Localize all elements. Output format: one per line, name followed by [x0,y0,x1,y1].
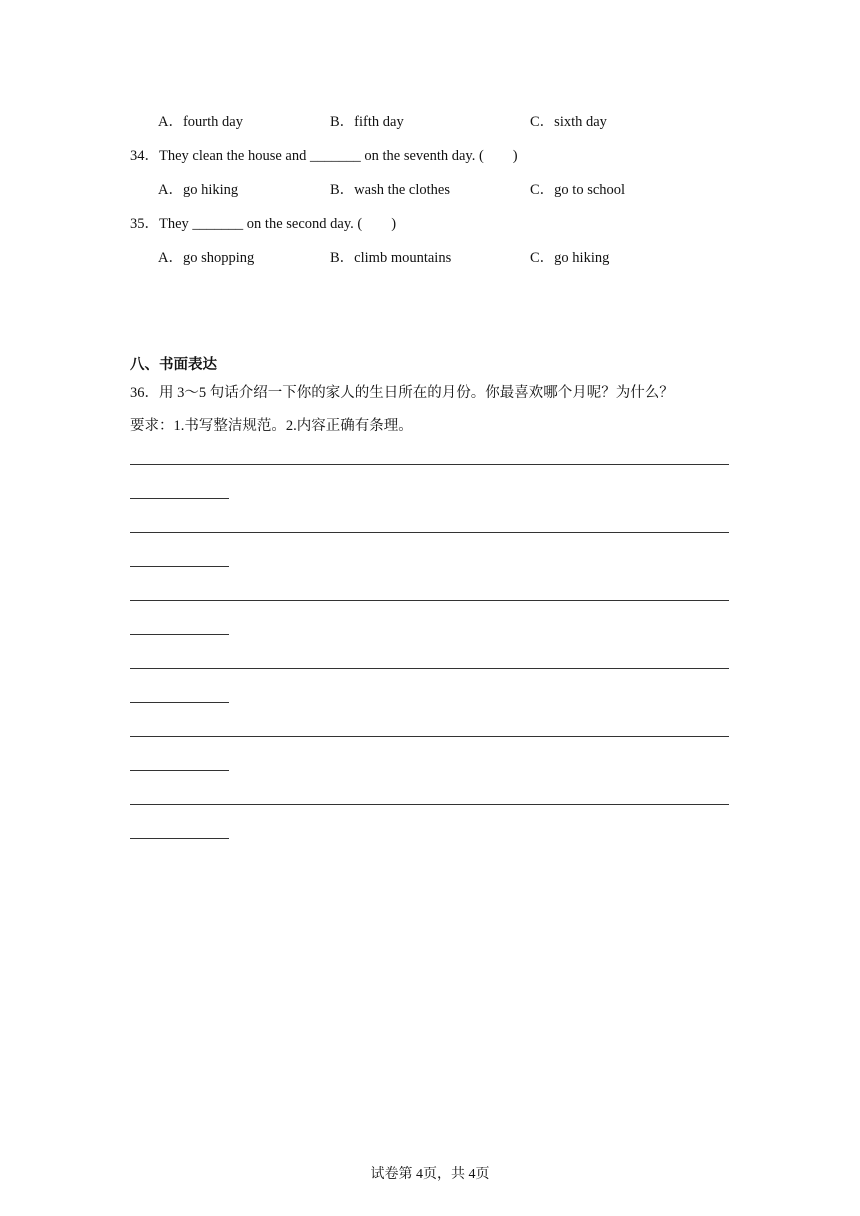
q35-option-b: B．climb mountains [330,250,452,266]
answer-line-4-tail[interactable] [130,702,229,703]
answer-line-1-tail[interactable] [130,498,229,499]
answer-line-5-tail[interactable] [130,770,229,771]
answer-line-1[interactable] [130,464,729,465]
answer-line-3[interactable] [130,600,729,601]
section-title-writing: 八、书面表达 [130,357,217,373]
q33-option-a: A．fourth day [158,114,243,130]
answer-line-3-tail[interactable] [130,634,229,635]
q35-stem: 35．They _______ on the second day. ( ) [130,216,397,232]
answer-line-5[interactable] [130,736,729,737]
q33-option-b: B．fifth day [330,114,404,130]
q33-option-c: C．sixth day [530,114,607,130]
answer-line-2-tail[interactable] [130,566,229,567]
page-footer: 试卷第 4页，共 4页 [370,1167,490,1182]
q36-requirement: 要求：1.书写整洁规范。2.内容正确有条理。 [130,418,413,434]
q35-option-a: A．go shopping [158,250,255,266]
q35-option-c: C．go hiking [530,250,610,266]
answer-line-4[interactable] [130,668,729,669]
q36-prompt: 36．用 3～5 句话介绍一下你的家人的生日所在的月份。你最喜欢哪个月呢？为什么？ [130,385,674,401]
answer-line-6[interactable] [130,804,729,805]
q34-option-c: C．go to school [530,182,626,198]
q34-option-a: A．go hiking [158,182,239,198]
answer-line-2[interactable] [130,532,729,533]
answer-line-6-tail[interactable] [130,838,229,839]
q34-stem: 34．They clean the house and _______ on the seventh day. ( ) [130,148,518,164]
q34-option-b: B．wash the clothes [330,182,451,198]
